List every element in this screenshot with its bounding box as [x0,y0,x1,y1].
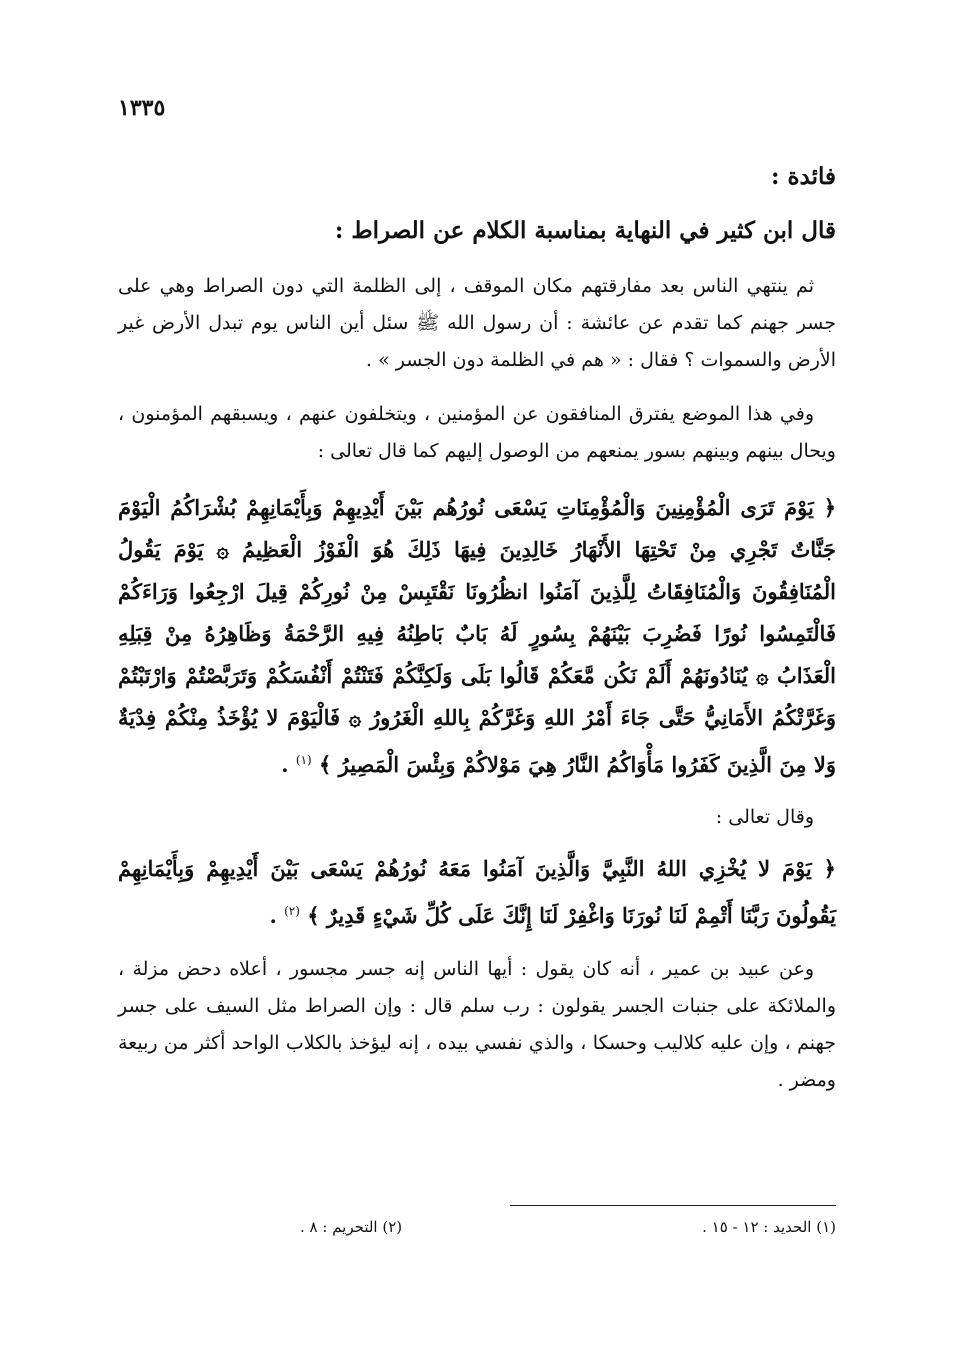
quran-verse-1: ﴿ يَوْمَ تَرَى الْمُؤْمِنِينَ وَالْمُؤْمِنَاتِ يَسْعَى نُورُهُم بَيْنَ أَيْدِيهِمْ وَبِأَيْمَانِهِمْ بُشْرَاكُمُ الْيَوْمَ جَنَّاتٌ تَجْرِي مِنْ تَحْتِهَا الأَنْهَارُ خَالِدِينَ فِيهَا ذَلِكَ هُوَ الْفَوْزُ الْعَظِيمُ ۞ يَوْمَ يَقُولُ الْمُنَافِقُونَ وَالْمُنَافِقَاتُ لِلَّذِينَ آمَنُوا انظُرُونَا نَقْتَبِسْ مِنْ نُورِكُمْ قِيلَ ارْجِعُوا وَرَاءَكُمْ فَالْتَمِسُوا نُورًا فَضُرِبَ بَيْنَهُمْ بِسُورٍ لَهُ بَابٌ بَاطِنُهُ فِيهِ الرَّحْمَةُ وَظَاهِرُهُ مِنْ قِبَلِهِ الْعَذَابُ ۞ يُنَادُونَهُمْ أَلَمْ نَكُن مَّعَكُمْ قَالُوا بَلَى وَلَكِنَّكُمْ فَتَنْتُمْ أَنْفُسَكُمْ وَتَرَبَّصْتُمْ وَارْتَبْتُمْ وَغَرَّتْكُمُ الأَمَانِيُّ حَتَّى جَاءَ أَمْرُ اللهِ وَغَرَّكُمْ بِاللهِ الْغَرُورُ ۞ فَالْيَوْمَ لا يُؤْخَذُ مِنْكُمْ فِدْيَةٌ وَلا مِنَ الَّذِينَ كَفَرُوا مَأْوَاكُمُ النَّارُ هِيَ مَوْلاكُمْ وَبِئْسَ الْمَصِيرُ ﴾ $^{(١)}$ . [118,495,836,777]
verse-2-text: ﴿ يَوْمَ لا يُخْزِي اللهُ النَّبِيَّ وَالَّذِينَ آمَنُوا مَعَهُ نُورُهُمْ يَسْعَى بَيْنَ أَيْدِيهِمْ وَبِأَيْمَانِهِمْ يَقُولُونَ رَبَّنَا أَتْمِمْ لَنَا نُورَنَا وَاغْفِرْ لَنَا إِنَّكَ عَلَى كُلِّ شَيْءٍ قَدِيرٌ ﴾ [118,856,836,928]
footnote-divider [510,1205,836,1206]
quran-verse-2: ﴿ يَوْمَ لا يُخْزِي اللهُ النَّبِيَّ وَالَّذِينَ آمَنُوا مَعَهُ نُورُهُمْ يَسْعَى بَيْنَ أَيْدِيهِمْ وَبِأَيْمَانِهِمْ يَقُولُونَ رَبَّنَا أَتْمِمْ لَنَا نُورَنَا وَاغْفِرْ لَنَا إِنَّكَ عَلَى كُلِّ شَيْءٍ قَدِيرٌ ﴾ $^{(٢)}$ . [118,856,836,928]
footnotes [300,1218,836,1236]
paragraph-1: ثم ينتهي الناس بعد مفارقتهم مكان الموقف ، إلى الظلمة التي دون الصراط وهي على جسر جهنم كما تقدم عن عائشة : أن رسول الله ﷺ سئل أين الناس يوم تبدل الأرض غير الأرض والسموات ؟ فقال : « هم في الظلمة دون الجسر » . [118,275,836,371]
footnote-ref-2: (٢) [284,904,300,918]
page-number: ١٣٣٥ [118,95,166,121]
footnote-1: (١) الحديد : ١٢ - ١٥ . [702,1218,836,1236]
footnote-2: (٢) التحريم : ٨ . [300,1218,403,1236]
footnote-ref-1: (١) [295,753,312,767]
page-body [118,160,836,1116]
paragraph-3: وعن عبيد بن عمير ، أنه كان يقول : أيها الناس إنه جسر مجسور ، أعلاه دحض مزلة ، والملائكة على جنبات الجسر يقولون : رب سلم قال : وإن الصراط مثل السيف على جسر جهنم ، وإن عليه كلاليب وحسكا ، والذي نفسي بيده ، إنه ليؤخذ بالكلاب الواحد أكثر من ربيعة ومضر . [118,958,836,1091]
heading-faida: فائدة : [770,163,836,190]
verse-1-text: ﴿ يَوْمَ تَرَى الْمُؤْمِنِينَ وَالْمُؤْمِنَاتِ يَسْعَى نُورُهُم بَيْنَ أَيْدِيهِمْ وَبِأَيْمَانِهِمْ بُشْرَاكُمُ الْيَوْمَ جَنَّاتٌ تَجْرِي مِنْ تَحْتِهَا الأَنْهَارُ خَالِدِينَ فِيهَا ذَلِكَ هُوَ الْفَوْزُ الْعَظِيمُ ۞ يَوْمَ يَقُولُ الْمُنَافِقُونَ وَالْمُنَافِقَاتُ لِلَّذِينَ آمَنُوا انظُرُونَا نَقْتَبِسْ مِنْ نُورِكُمْ قِيلَ ارْجِعُوا وَرَاءَكُمْ فَالْتَمِسُوا نُورًا فَضُرِبَ بَيْنَهُمْ بِسُورٍ لَهُ بَابٌ بَاطِنُهُ فِيهِ الرَّحْمَةُ وَظَاهِرُهُ مِنْ قِبَلِهِ الْعَذَابُ ۞ يُنَادُونَهُمْ أَلَمْ نَكُن مَّعَكُمْ قَالُوا بَلَى وَلَكِنَّكُمْ فَتَنْتُمْ أَنْفُسَكُمْ وَتَرَبَّصْتُمْ وَارْتَبْتُمْ وَغَرَّتْكُمُ الأَمَانِيُّ حَتَّى جَاءَ أَمْرُ اللهِ وَغَرَّكُمْ بِاللهِ الْغَرُورُ ۞ فَالْيَوْمَ لا يُؤْخَذُ مِنْكُمْ فِدْيَةٌ وَلا مِنَ الَّذِينَ كَفَرُوا مَأْوَاكُمُ النَّارُ هِيَ مَوْلاكُمْ وَبِئْسَ الْمَصِيرُ ﴾ [118,495,836,777]
verse-2-intro: وقال تعالى : [715,806,814,828]
paragraph-2: وفي هذا الموضع يفترق المنافقون عن المؤمنين ، ويتخلفون عنهم ، ويسبقهم المؤمنون ، ويحال بينهم وبينهم بسور يمنعهم من الوصول إليهم كما قال تعالى : [118,403,836,462]
heading-quote: قال ابن كثير في النهاية بمناسبة الكلام عن الصراط : [334,217,836,244]
